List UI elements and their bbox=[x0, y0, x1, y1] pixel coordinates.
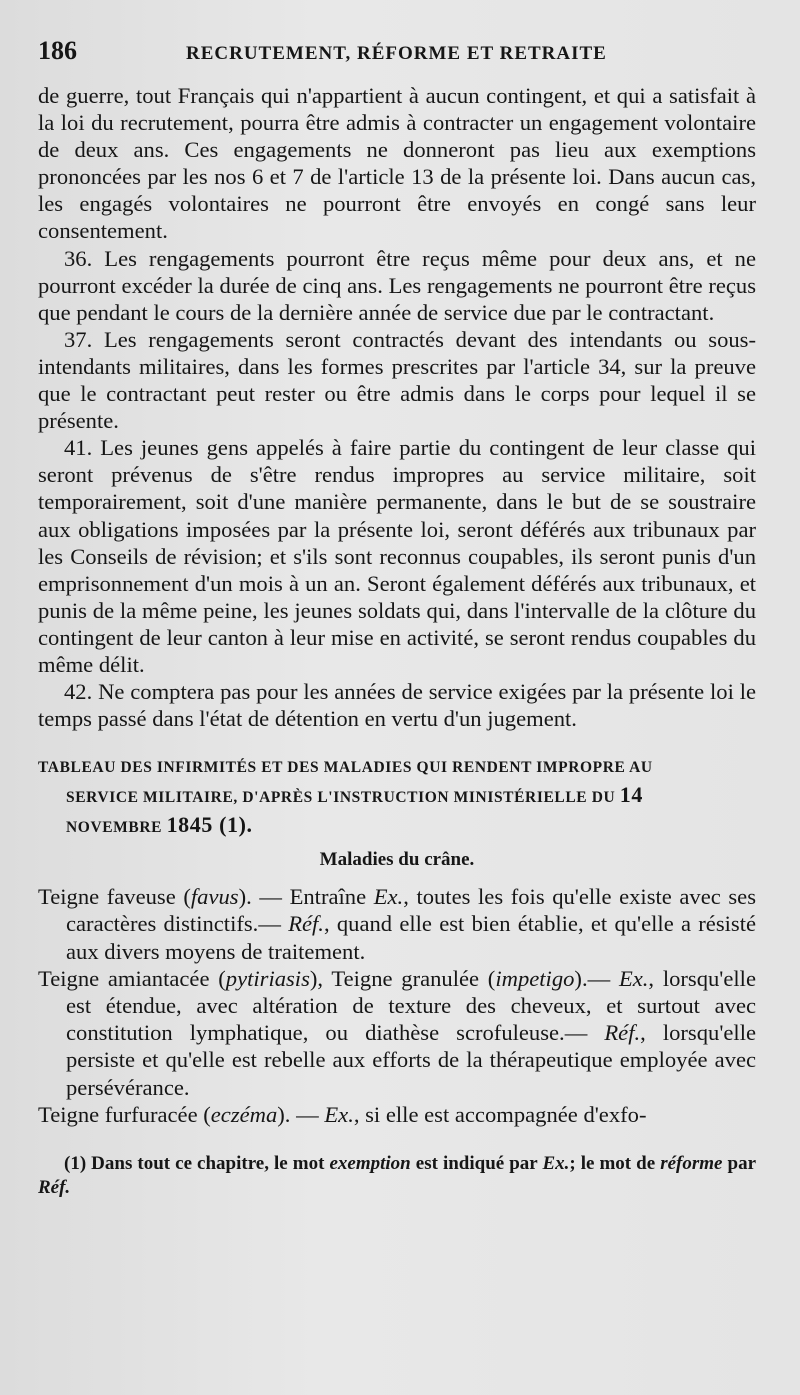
entry-text: Teigne amiantacée ( bbox=[38, 965, 226, 991]
table-title-year: 1845 (1). bbox=[166, 812, 253, 838]
entry-italic: favus bbox=[190, 884, 239, 910]
table-title-day: 14 bbox=[619, 782, 643, 808]
entry-teigne-furfuracee bbox=[38, 1101, 756, 1128]
footnote-italic: Réf. bbox=[38, 1177, 71, 1199]
section-heading: Maladies du crâne. bbox=[319, 849, 475, 871]
entry-text: , lorsqu'elle est étendue, avec altération de texture des cheveux, et surtout avec constitution lymphatique, ou diathèse scrofuleuse.— bbox=[66, 965, 756, 1046]
footnote bbox=[38, 1152, 756, 1200]
paragraph-article-36: 36. Les rengagements pourront être reçus même pour deux ans, et ne pourront excéder la durée de cinq ans. Les rengagements ne pourront être reçus que pendant le cours de la dernière année de service due par le contractant. bbox=[38, 245, 756, 325]
entry-text: ). — bbox=[277, 1101, 325, 1127]
footnote-text: ; le mot de bbox=[569, 1153, 661, 1175]
entry-italic: pytiriasis bbox=[225, 965, 310, 991]
paragraph-article-41: 41. Les jeunes gens appelés à faire partie du contingent de leur classe qui seront prévenus de s'être rendus impropres au service militaire, soit temporairement, soit d'une manière permanente, dans le but de se soustraire aux obligations imposées par la présente loi, seront déférés aux tribunaux par les Conseils de révision; et s'ils sont reconnus coupables, ils seront punis d'un emprisonnement d'un mois à un an. Seront également déférés aux tribunaux, et punis de la même peine, les jeunes soldats qui, dans l'intervalle de la clôture du contingent de leur canton à leur mise en activité, se seront rendus coupables du même délit. bbox=[38, 435, 756, 677]
table-title-line-1: TABLEAU DES INFIRMITÉS ET DES MALADIES QUI RENDENT IMPROPRE AU bbox=[38, 759, 653, 777]
entry-text: , lorsqu'elle persiste et qu'elle est rebelle aux efforts de la thérapeutique employée avec persévérance. bbox=[66, 1020, 757, 1100]
paragraph-continuation: de guerre, tout Français qui n'appartient à aucun contingent, et qui a satisfait à la loi du recrutement, pourra être admis à contracter un engagement volontaire de deux ans. Ces engagements ne donneront pas lieu aux exemptions prononcées par les nos 6 et 7 de l'article 13 de la présente loi. Dans aucun cas, les engagés volontaires ne pourront être envoyés en congé sans leur consentement. bbox=[38, 83, 756, 244]
table-title-line-2 bbox=[38, 781, 756, 811]
entry-text: , toutes les fois qu'elle existe avec ses caractères distinctifs.— bbox=[66, 884, 756, 937]
table-title bbox=[38, 754, 756, 841]
entry-italic: eczéma bbox=[210, 1101, 278, 1127]
entry-italic: Ex. bbox=[324, 1101, 354, 1127]
article-text bbox=[38, 82, 756, 732]
entry-italic: Réf. bbox=[288, 911, 324, 937]
running-title: RECRUTEMENT, RÉFORME ET RETRAITE bbox=[186, 43, 607, 64]
footnote-text: (1) Dans tout ce chapitre, le mot bbox=[64, 1153, 330, 1175]
table-title-line-3 bbox=[38, 811, 756, 841]
entry-italic: impetigo bbox=[495, 965, 575, 991]
footnote-text: par bbox=[722, 1153, 756, 1175]
entry-teigne-faveuse bbox=[38, 883, 756, 965]
footnote-italic: Ex. bbox=[542, 1153, 570, 1175]
entry-text: ).— bbox=[574, 965, 619, 991]
footnote-text: est indiqué par bbox=[410, 1153, 543, 1175]
footnote-italic: exemption bbox=[329, 1153, 411, 1175]
table-title-month: NOVEMBRE bbox=[66, 819, 163, 837]
entry-italic: Ex. bbox=[618, 965, 649, 991]
page-header bbox=[38, 36, 756, 78]
page-number: 186 bbox=[38, 36, 77, 65]
entry-text: Teigne furfuracée ( bbox=[38, 1101, 211, 1127]
entry-text: , quand elle est bien établie, et qu'elle a résisté aux divers moyens de traitement. bbox=[66, 911, 757, 964]
entry-italic: Réf. bbox=[604, 1020, 641, 1046]
entry-text: ). — Entraîne bbox=[238, 884, 374, 910]
entry-text: Teigne faveuse ( bbox=[38, 884, 191, 910]
entry-teigne-amiantacee bbox=[38, 965, 756, 1101]
table-title-line-2-text: SERVICE MILITAIRE, D'APRÈS L'INSTRUCTION MINISTÉRIELLE DU bbox=[66, 789, 616, 807]
paragraph-article-37: 37. Les rengagements seront contractés devant des intendants ou sous-intendants militaires, dans les formes prescrites par l'article 34, sur la preuve que le contractant peut rester ou être admis dans le corps pour lequel il se présente. bbox=[38, 326, 756, 434]
footnote-italic: réforme bbox=[660, 1153, 723, 1175]
entry-text: , si elle est accompagnée d'exfo- bbox=[353, 1101, 647, 1127]
entry-text: ), Teigne granulée ( bbox=[309, 965, 496, 991]
entry-italic: Ex. bbox=[373, 884, 404, 910]
paragraph-article-42: 42. Ne comptera pas pour les années de service exigées par la présente loi le temps passé dans l'état de détention en vertu d'un jugement. bbox=[38, 679, 756, 732]
